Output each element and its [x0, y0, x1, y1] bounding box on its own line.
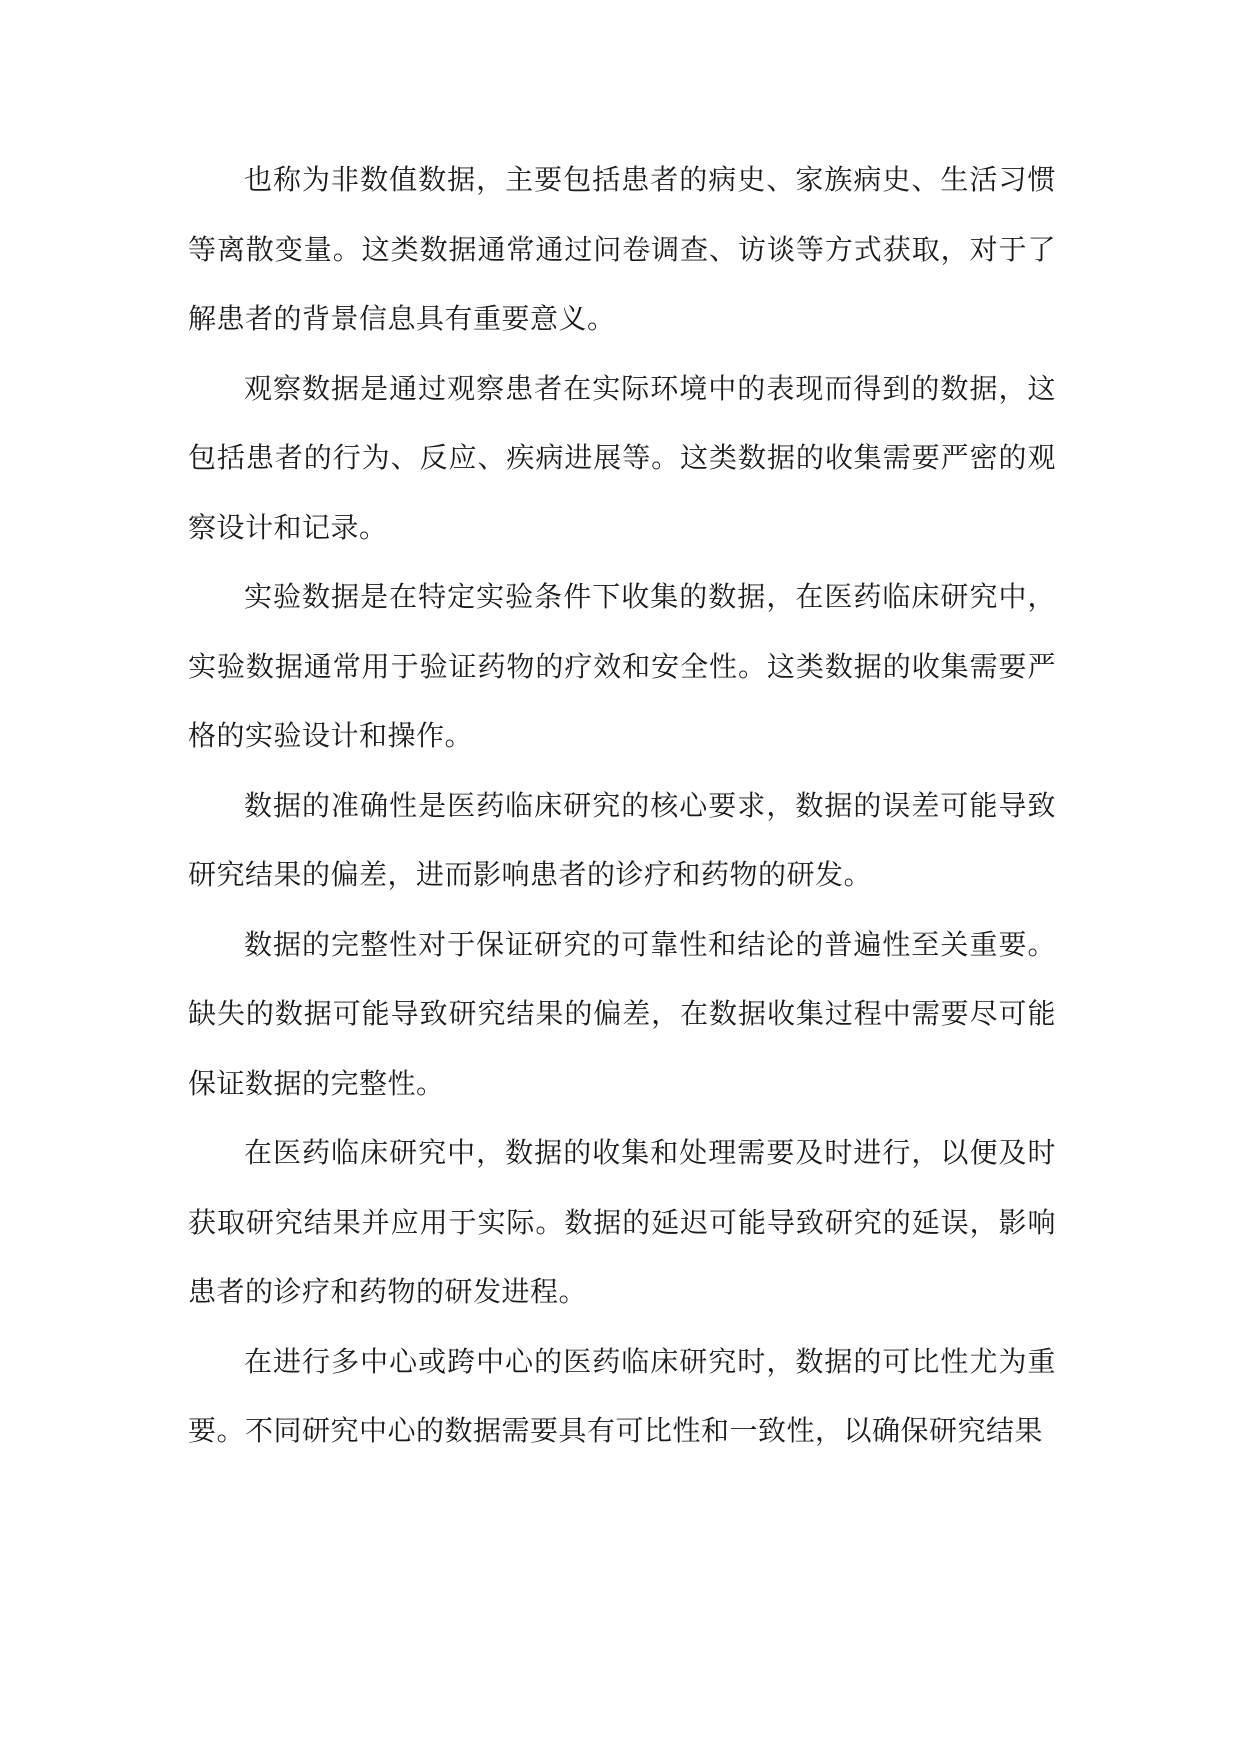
paragraph-7: 在进行多中心或跨中心的医药临床研究时，数据的可比性尤为重要。不同研究中心的数据需要具有可比性和一致性，以确保研究结果: [188, 1344, 1056, 1447]
paragraph-6: 在医药临床研究中，数据的收集和处理需要及时进行，以便及时获取研究结果并应用于实际。数据的延迟可能导致研究的延误，影响患者的诊疗和药物的研发进程。: [188, 1136, 1056, 1308]
paragraph-4: 数据的准确性是医药临床研究的核心要求，数据的误差可能导致研究结果的偏差，进而影响患者的诊疗和药物的研发。: [188, 788, 1056, 891]
paragraph-1: 也称为非数值数据，主要包括患者的病史、家族病史、生活习惯等离散变量。这类数据通常通过问卷调查、访谈等方式获取，对于了解患者的背景信息具有重要意义。: [188, 163, 1056, 335]
paragraph-5: 数据的完整性对于保证研究的可靠性和结论的普遍性至关重要。缺失的数据可能导致研究结果的偏差，在数据收集过程中需要尽可能保证数据的完整性。: [188, 927, 1056, 1100]
paragraph-3: 实验数据是在特定实验条件下收集的数据，在医药临床研究中，实验数据通常用于验证药物的疗效和安全性。这类数据的收集需要严格的实验设计和操作。: [188, 580, 1056, 752]
paragraph-2: 观察数据是通过观察患者在实际环境中的表现而得到的数据，这包括患者的行为、反应、疾病进展等。这类数据的收集需要严密的观察设计和记录。: [188, 371, 1056, 544]
document-page: [188, 145, 1056, 1466]
